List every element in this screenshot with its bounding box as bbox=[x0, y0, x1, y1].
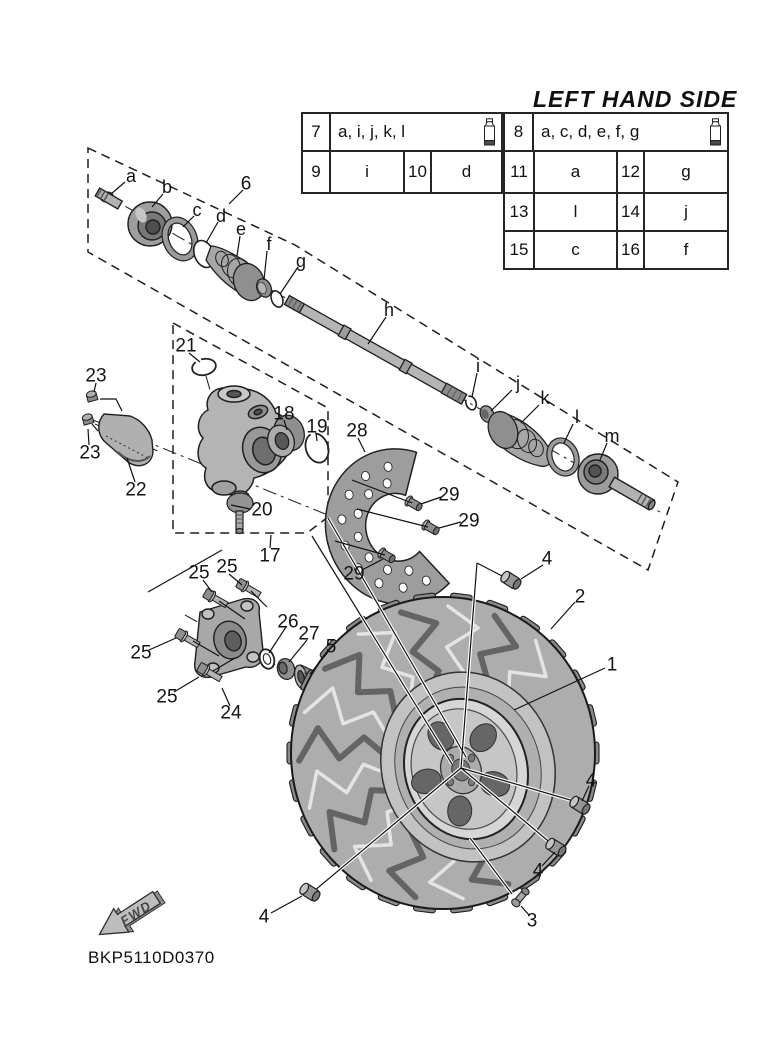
table-row bbox=[505, 114, 727, 150]
table-cell-15-no: 15 bbox=[509, 240, 529, 259]
part-label-n25c: 25 bbox=[130, 642, 152, 664]
table-row bbox=[505, 150, 727, 192]
part-label-n4d: 4 bbox=[258, 906, 270, 928]
part-label-n3: 3 bbox=[526, 910, 538, 932]
part-label-l: l bbox=[575, 407, 579, 427]
table-cell-13-item: l bbox=[533, 194, 616, 230]
part-label-i: i bbox=[476, 356, 480, 376]
part-label-c: c bbox=[192, 200, 202, 220]
part-label-e: e bbox=[235, 219, 247, 239]
part-label-n21: 21 bbox=[175, 335, 197, 357]
table-cell-11-item: a bbox=[533, 152, 616, 192]
table-cell-13-no: 13 bbox=[509, 202, 529, 221]
clip-i bbox=[464, 395, 478, 412]
part-label-n22: 22 bbox=[125, 479, 147, 501]
table-cell-12-no: 12 bbox=[616, 152, 643, 192]
table-row bbox=[505, 192, 727, 230]
cap-27 bbox=[275, 657, 297, 682]
table-cell-8-text: a, c, d, e, f, g bbox=[541, 122, 640, 141]
table-cell-9-no: 9 bbox=[311, 162, 321, 181]
table-cell-7-items bbox=[329, 114, 501, 150]
part-label-n1: 1 bbox=[606, 654, 618, 676]
part-label-n18: 18 bbox=[273, 403, 295, 425]
table-row bbox=[303, 150, 501, 192]
part-label-n4c: 4 bbox=[532, 860, 544, 882]
part-label-n29b: 29 bbox=[458, 510, 480, 532]
part-label-m: m bbox=[604, 426, 620, 446]
part-label-d: d bbox=[215, 206, 227, 226]
part-label-n27: 27 bbox=[298, 623, 320, 645]
part-label-n4b: 4 bbox=[585, 770, 597, 792]
cv-boot-k bbox=[483, 407, 552, 466]
part-label-j: j bbox=[516, 373, 520, 393]
part-label-n26: 26 bbox=[277, 611, 299, 633]
cv-joint-inner bbox=[578, 454, 657, 511]
part-label-f: f bbox=[266, 234, 272, 254]
part-label-n25a: 25 bbox=[188, 562, 210, 584]
table-cell-14-no: 14 bbox=[616, 194, 643, 230]
table-cell-14-item: j bbox=[643, 194, 727, 230]
table-cell-7-text: a, i, j, k, l bbox=[338, 122, 406, 141]
fwd-arrow-label: FWD bbox=[117, 897, 155, 929]
grease-tube-icon bbox=[709, 118, 722, 146]
ball-joint-20 bbox=[227, 491, 253, 534]
table-row bbox=[505, 230, 727, 268]
part-label-a: a bbox=[125, 166, 137, 186]
part-label-n19: 19 bbox=[306, 416, 328, 438]
part-label-n25d: 25 bbox=[156, 686, 178, 708]
part-label-n23a: 23 bbox=[85, 365, 107, 387]
table-cell-11-no: 11 bbox=[510, 162, 528, 181]
part-label-b: b bbox=[161, 177, 173, 197]
grease-tube-icon bbox=[483, 118, 496, 146]
part-label-n2: 2 bbox=[574, 586, 586, 608]
table-cell-16-no: 16 bbox=[616, 232, 643, 268]
part-label-n28: 28 bbox=[346, 420, 368, 442]
clip-21 bbox=[191, 357, 218, 378]
part-label-n17: 17 bbox=[259, 545, 281, 567]
grease-table-left bbox=[301, 112, 503, 194]
part-label-n25b: 25 bbox=[216, 556, 238, 578]
drive-shaft bbox=[284, 295, 467, 405]
table-cell-8-items bbox=[532, 114, 727, 150]
table-cell-16-item: f bbox=[643, 232, 727, 268]
part-label-g: g bbox=[295, 251, 307, 271]
part-label-n29c: 29 bbox=[343, 563, 365, 585]
page-title: LEFT HAND SIDE bbox=[533, 86, 738, 112]
nut-23-upper bbox=[86, 390, 98, 402]
dust-shield-22 bbox=[99, 414, 153, 466]
part-label-n4a: 4 bbox=[541, 548, 553, 570]
table-cell-12-item: g bbox=[643, 152, 727, 192]
drawing-code: BKP5110D0370 bbox=[88, 948, 215, 967]
grease-table-right bbox=[503, 112, 729, 270]
part-label-n20: 20 bbox=[251, 499, 273, 521]
part-label-n23b: 23 bbox=[79, 442, 101, 464]
part-label-h: h bbox=[383, 300, 395, 320]
table-cell-15-item: c bbox=[533, 232, 616, 268]
table-row bbox=[303, 114, 501, 150]
disc-bolts-29 bbox=[376, 495, 441, 565]
nut-23-lower bbox=[82, 413, 94, 425]
part-label-n29a: 29 bbox=[438, 484, 460, 506]
part-label-n24: 24 bbox=[220, 702, 242, 724]
part-label-n6: 6 bbox=[240, 173, 252, 195]
table-cell-9-item: i bbox=[329, 152, 403, 192]
part-label-k: k bbox=[540, 388, 550, 408]
table-cell-10-item: d bbox=[430, 152, 501, 192]
table-cell-10-no: 10 bbox=[403, 152, 430, 192]
part-label-n5: 5 bbox=[325, 636, 337, 658]
cv-boot-e bbox=[206, 246, 270, 305]
table-cell-8-no: 8 bbox=[513, 122, 524, 141]
table-cell-7-no: 7 bbox=[311, 122, 321, 141]
